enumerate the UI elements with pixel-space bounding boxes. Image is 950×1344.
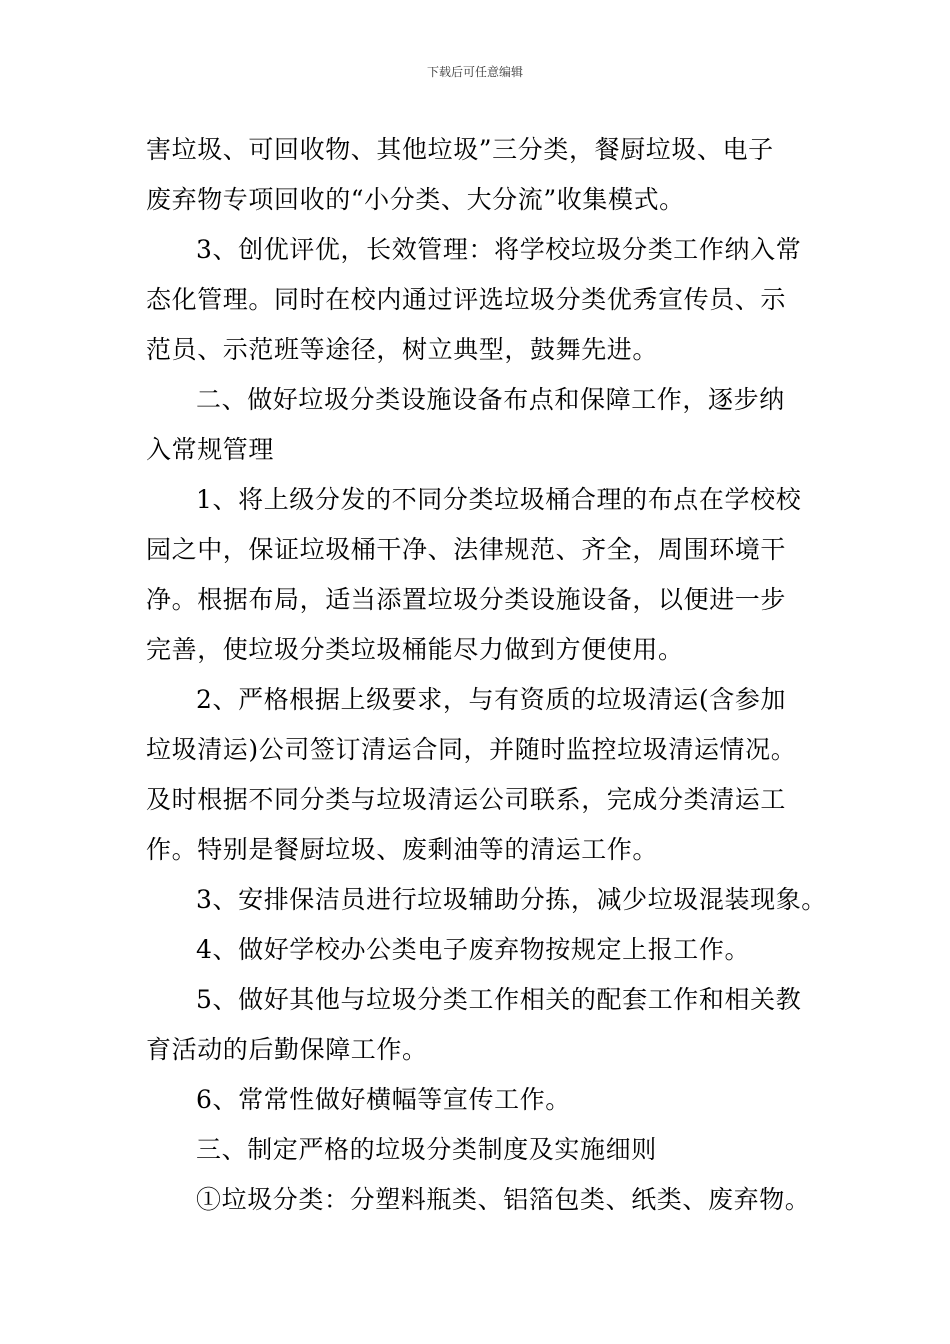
text-line: 范员、示范班等途径，树立典型，鼓舞先进。 bbox=[146, 335, 659, 364]
text-line: 育活动的后勤保障工作。 bbox=[146, 1035, 428, 1064]
text-line: 及时根据不同分类与垃圾清运公司联系，完成分类清运工 bbox=[146, 785, 787, 814]
text-line: 害垃圾、可回收物、其他垃圾”三分类，餐厨垃圾、电子 bbox=[146, 135, 774, 164]
text-line: 园之中，保证垃圾桶干净、法律规范、齐全，周围环境干 bbox=[146, 535, 787, 564]
text-line: 完善，使垃圾分类垃圾桶能尽力做到方便使用。 bbox=[146, 635, 684, 664]
text-line: 废弃物专项回收的“小分类、大分流”收集模式。 bbox=[146, 185, 685, 214]
text-line: 净。根据布局，适当添置垃圾分类设施设备，以便进一步 bbox=[146, 585, 787, 614]
text-line: 作。特别是餐厨垃圾、废剩油等的清运工作。 bbox=[146, 835, 659, 864]
page-header-watermark: 下载后可任意编辑 bbox=[426, 65, 523, 79]
text-line: 3、安排保洁员进行垃圾辅助分拣，减少垃圾混装现象。 bbox=[196, 885, 827, 914]
section-heading: 三、制定严格的垃圾分类制度及实施细则 bbox=[196, 1135, 657, 1164]
document-body bbox=[146, 125, 827, 1225]
text-line: 1、将上级分发的不同分类垃圾桶合理的布点在学校校 bbox=[196, 485, 802, 514]
section-heading: 二、做好垃圾分类设施设备布点和保障工作，逐步纳 bbox=[196, 385, 785, 414]
text-line: 态化管理。同时在校内通过评选垃圾分类优秀宣传员、示 bbox=[146, 285, 787, 314]
text-line: 4、做好学校办公类电子废弃物按规定上报工作。 bbox=[196, 935, 751, 964]
text-line: ①垃圾分类：分塑料瓶类、铝箔包类、纸类、废弃物。 bbox=[196, 1185, 811, 1214]
section-heading-continuation: 入常规管理 bbox=[146, 435, 275, 464]
text-line: 2、严格根据上级要求，与有资质的垃圾清运(含参加 bbox=[196, 685, 787, 714]
text-line: 垃圾清运)公司签订清运合同，并随时监控垃圾清运情况。 bbox=[146, 735, 797, 764]
text-line: 5、做好其他与垃圾分类工作相关的配套工作和相关教 bbox=[196, 985, 802, 1014]
text-line: 6、常常性做好横幅等宣传工作。 bbox=[196, 1085, 571, 1114]
text-line: 3、创优评优，长效管理：将学校垃圾分类工作纳入常 bbox=[196, 235, 802, 264]
